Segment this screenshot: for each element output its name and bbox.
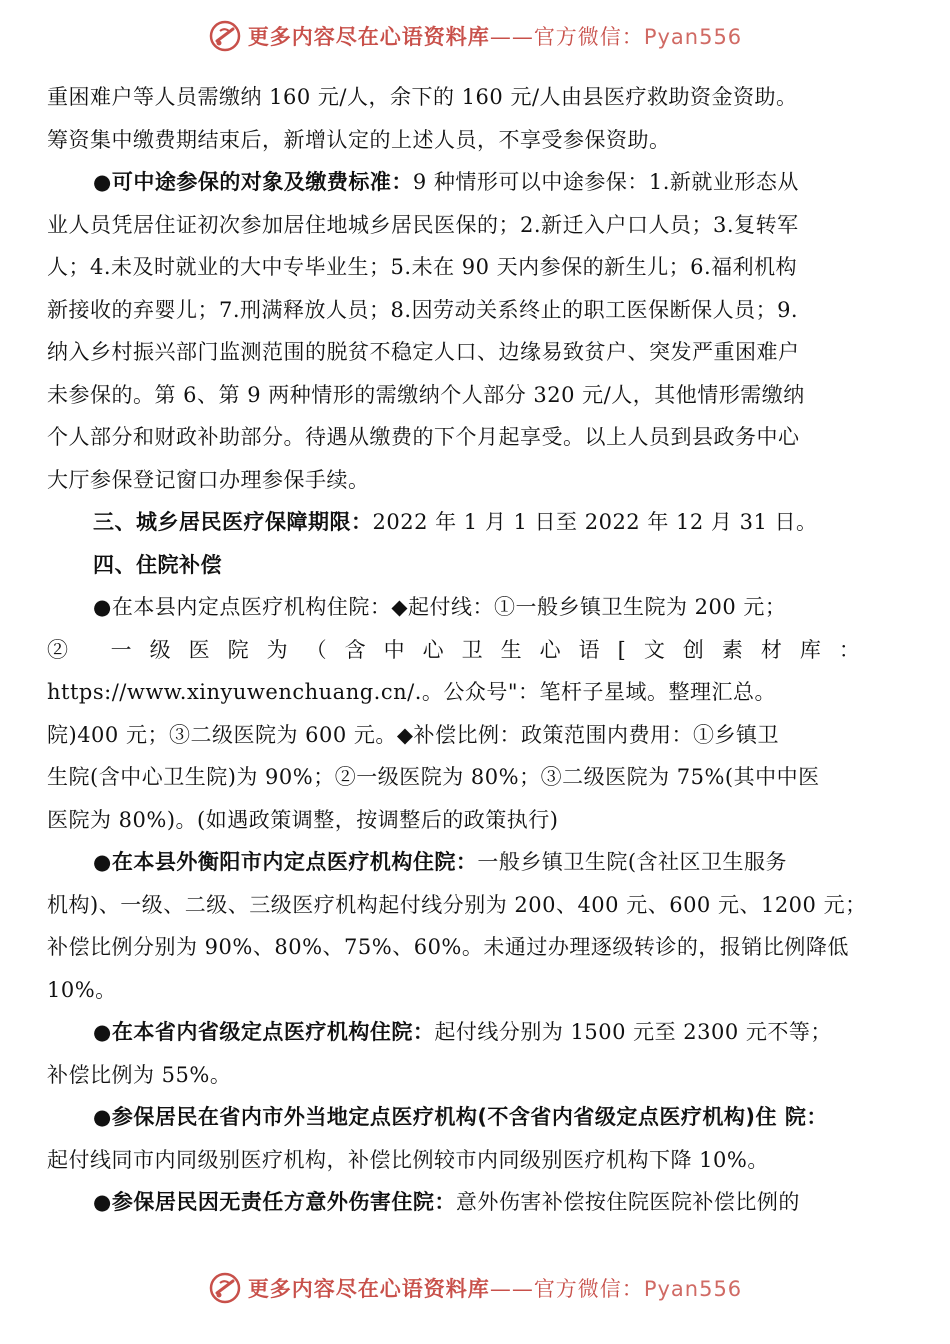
header-banner — [0, 14, 950, 58]
body-text: 9 种情形可以中途参保：1.新就业形态从 — [412, 170, 799, 194]
text-line — [47, 714, 887, 757]
text-line — [47, 629, 887, 672]
body-text: 新接收的弃婴儿；7.刑满释放人员；8.因劳动关系终止的职工医保断保人员；9. — [47, 297, 799, 322]
body-text: 起付线同市内同级别医疗机构，补偿比例较市内同级别医疗机构下降 10%。 — [47, 1147, 769, 1172]
banner-text — [248, 21, 742, 51]
body-text: 补偿比例为 55%。 — [47, 1062, 232, 1087]
text-line — [47, 756, 887, 799]
banner-dash: —— — [489, 25, 534, 49]
text-line — [47, 119, 887, 162]
footer-banner — [0, 1266, 950, 1310]
text-line — [47, 501, 887, 544]
bold-text: ●参保居民在省内市外当地定点医疗机构(不含省内省级定点医疗机构)住 院： — [93, 1105, 828, 1129]
banner-wechat-id: Pyan556 — [643, 25, 743, 49]
body-text: 2022 年 1 月 1 日至 2022 年 12 月 31 日。 — [372, 510, 818, 534]
text-line — [47, 926, 887, 969]
bold-text: ●参保居民因无责任方意外伤害住院： — [93, 1190, 456, 1214]
body-text: 生院(含中心卫生院)为 90%；②一级医院为 80%；③二级医院为 75%(其中中医 — [47, 765, 820, 789]
text-line — [47, 161, 887, 204]
banner-wechat-label: 官方微信： — [533, 1277, 644, 1301]
banner-brand: 更多内容尽在心语资料库 — [247, 1277, 490, 1301]
text-line — [47, 416, 887, 459]
text-line — [47, 1139, 887, 1182]
text-line — [47, 841, 887, 884]
text-line — [47, 671, 887, 714]
bold-text: ●在本省内省级定点医疗机构住院： — [93, 1020, 435, 1044]
xinyu-logo-icon — [208, 1271, 242, 1305]
body-text: 重困难户等人员需缴纳 160 元/人，余下的 160 元/人由县医疗救助资金资助。 — [47, 85, 798, 109]
body-text: https://www.xinyuwenchuang.cn/.。公众号"：笔杆子星域。整理汇总。 — [47, 680, 777, 704]
text-line — [47, 1054, 887, 1097]
text-line — [47, 544, 887, 587]
body-text: 起付线分别为 1500 元至 2300 元不等； — [434, 1020, 832, 1044]
text-line — [47, 1096, 887, 1139]
body-text: 个人部分和财政补助部分。待遇从缴费的下个月起享受。以上人员到县政务中心 — [47, 425, 800, 449]
document-body — [47, 76, 887, 1224]
text-line — [47, 374, 887, 417]
bold-text: 三、城乡居民医疗保障期限： — [93, 510, 373, 534]
body-text: 10%。 — [47, 977, 117, 1002]
text-line — [47, 459, 887, 502]
body-text: 院)400 元；③二级医院为 600 元。◆补偿比例：政策范围内费用：①乡镇卫 — [47, 722, 780, 747]
banner-dash: —— — [489, 1277, 534, 1301]
text-line — [47, 289, 887, 332]
body-text: 一般乡镇卫生院(含社区卫生服务 — [477, 850, 788, 874]
xinyu-logo-icon — [208, 19, 242, 53]
bold-text: 四、住院补偿 — [93, 552, 222, 577]
text-line — [47, 246, 887, 289]
banner-wechat-label: 官方微信： — [533, 25, 644, 49]
banner-brand: 更多内容尽在心语资料库 — [247, 25, 490, 49]
body-text: 筹资集中缴费期结束后，新增认定的上述人员，不享受参保资助。 — [47, 127, 671, 152]
bold-text: ●在本县外衡阳市内定点医疗机构住院： — [93, 850, 478, 874]
body-text: 意外伤害补偿按住院医院补偿比例的 — [455, 1190, 800, 1214]
body-text: 大厅参保登记窗口办理参保手续。 — [47, 467, 370, 492]
text-line — [47, 799, 887, 842]
body-text: ●在本县内定点医疗机构住院：◆起付线：①一般乡镇卫生院为 200 元； — [93, 595, 787, 619]
body-text: 纳入乡村振兴部门监测范围的脱贫不稳定人口、边缘易致贫户、突发严重困难户 — [47, 340, 800, 364]
text-line — [47, 884, 887, 927]
body-text: 机构)、一级、二级、三级医疗机构起付线分别为 200、400 元、600 元、1200 元； — [47, 892, 867, 917]
body-text: 补偿比例分别为 90%、80%、75%、60%。未通过办理逐级转诊的，报销比例降低 — [47, 935, 849, 959]
body-text: 医院为 80%)。(如遇政策调整，按调整后的政策执行) — [47, 807, 559, 832]
text-line — [47, 76, 887, 119]
bold-text: ●可中途参保的对象及缴费标准： — [93, 170, 413, 194]
body-text: 业人员凭居住证初次参加居住地城乡居民医保的；2.新迁入户口人员；3.复转军 — [47, 212, 799, 237]
body-text: 人；4.未及时就业的大中专毕业生；5.未在 90 天内参保的新生儿；6.福利机构 — [47, 255, 798, 279]
text-line — [47, 1181, 887, 1224]
text-line — [47, 331, 887, 374]
body-text: 未参保的。第 6、第 9 两种情形的需缴纳个人部分 320 元/人，其他情形需缴纳 — [47, 382, 805, 407]
text-line — [47, 969, 887, 1012]
body-text: ② 一级医院为（含中心卫生心语[文创素材库： — [47, 637, 878, 662]
text-line — [47, 1011, 887, 1054]
banner-wechat-id: Pyan556 — [643, 1277, 743, 1301]
text-line — [47, 586, 887, 629]
banner-text — [248, 1273, 742, 1303]
text-line — [47, 204, 887, 247]
